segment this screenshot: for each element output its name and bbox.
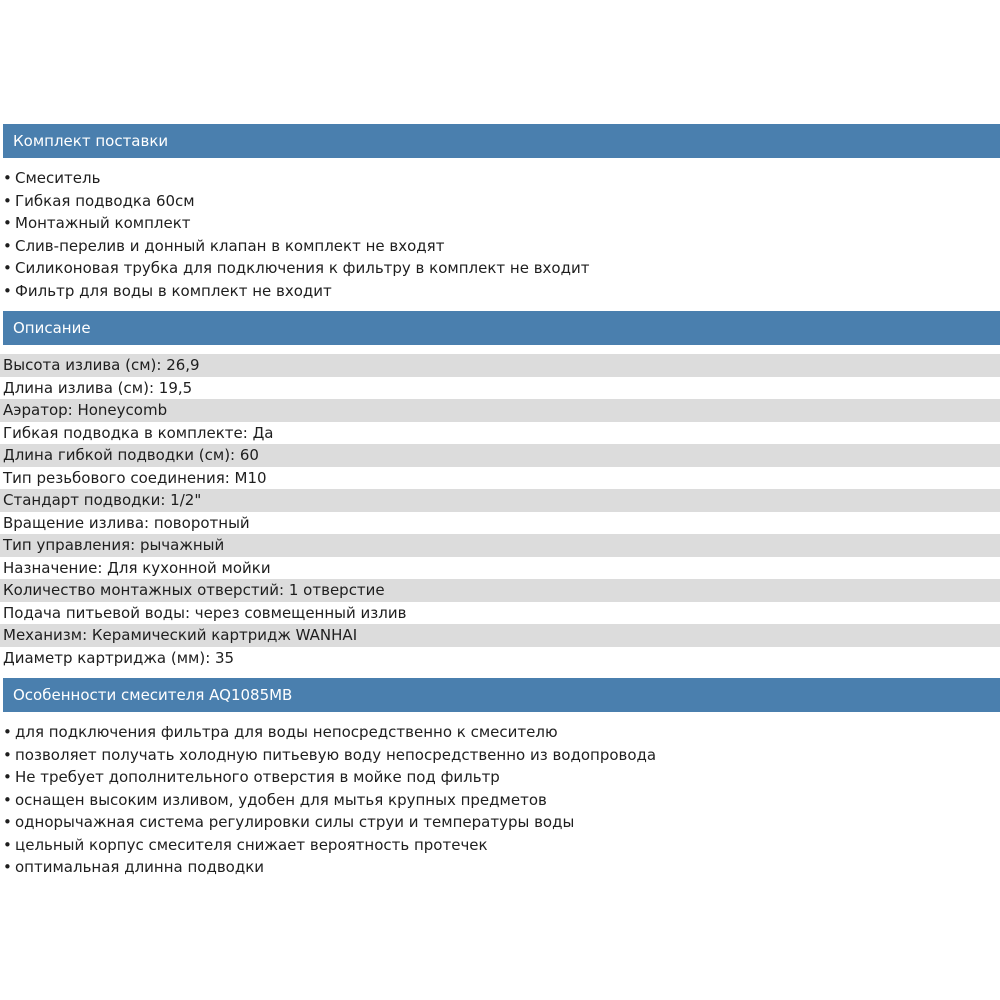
spec-row: Назначение: Для кухонной мойки [0,557,1000,580]
list-item-text: однорычажная система регулировки силы струи и температуры воды [15,813,575,831]
bullet: • [3,768,12,786]
bullet: • [3,858,12,876]
list-item-text: Фильтр для воды в комплект не входит [15,281,332,300]
spec-row: Аэратор: Honeycomb [0,399,1000,422]
list-item-text: Гибкая подводка 60см [15,191,195,210]
bullet: • [3,723,12,741]
bullet: • [3,790,12,809]
list-item [3,235,1000,258]
list-item [3,834,1000,857]
list-item-text: Смеситель [15,169,101,187]
spec-row: Высота излива (см): 26,9 [0,354,1000,377]
list-item-text: цельный корпус смесителя снижает вероятность протечек [15,835,488,854]
list-item [3,766,1000,789]
bullet: • [3,281,12,300]
spec-row: Механизм: Керамический картридж WANHAI [0,624,1000,647]
list-item [3,190,1000,213]
features-section-header: Особенности смесителя AQ1085MB [3,678,1000,712]
bullet: • [3,191,12,210]
spec-row: Стандарт подводки: 1/2" [0,489,1000,512]
list-item-text: оснащен высоким изливом, удобен для мытья крупных предметов [15,790,547,809]
bullet: • [3,813,12,831]
list-item [3,167,1000,190]
spec-row: Вращение излива: поворотный [0,512,1000,535]
features-list [3,721,1000,879]
spec-row: Подача питьевой воды: через совмещенный излив [0,602,1000,625]
spec-table [0,354,1000,669]
bullet: • [3,745,12,764]
spec-row: Длина гибкой подводки (см): 60 [0,444,1000,467]
spec-row: Гибкая подводка в комплекте: Да [0,422,1000,445]
spec-row: Длина излива (см): 19,5 [0,377,1000,400]
list-item [3,257,1000,280]
bullet: • [3,169,12,187]
spec-row: Тип резьбового соединения: М10 [0,467,1000,490]
list-item-text: Слив-перелив и донный клапан в комплект не входят [15,236,445,255]
list-item [3,856,1000,879]
list-item-text: Монтажный комплект [15,214,191,232]
list-item [3,721,1000,744]
list-item-text: Не требует дополнительного отверстия в мойке под фильтр [15,768,500,786]
kit-section-header: Комплект поставки [3,124,1000,158]
list-item [3,811,1000,834]
kit-list [3,167,1000,302]
list-item [3,212,1000,235]
list-item-text: оптимальная длинна подводки [15,858,265,876]
description-section-header: Описание [3,311,1000,345]
list-item [3,789,1000,812]
list-item-text: для подключения фильтра для воды непосредственно к смесителю [15,723,558,741]
bullet: • [3,835,12,854]
list-item-text: Силиконовая трубка для подключения к фильтру в комплект не входит [15,259,590,277]
list-item [3,280,1000,303]
list-item [3,744,1000,767]
list-item-text: позволяет получать холодную питьевую воду непосредственно из водопровода [15,745,657,764]
spec-row: Диаметр картриджа (мм): 35 [0,647,1000,670]
bullet: • [3,259,12,277]
spec-row: Количество монтажных отверстий: 1 отверстие [0,579,1000,602]
spec-row: Тип управления: рычажный [0,534,1000,557]
bullet: • [3,236,12,255]
bullet: • [3,214,12,232]
